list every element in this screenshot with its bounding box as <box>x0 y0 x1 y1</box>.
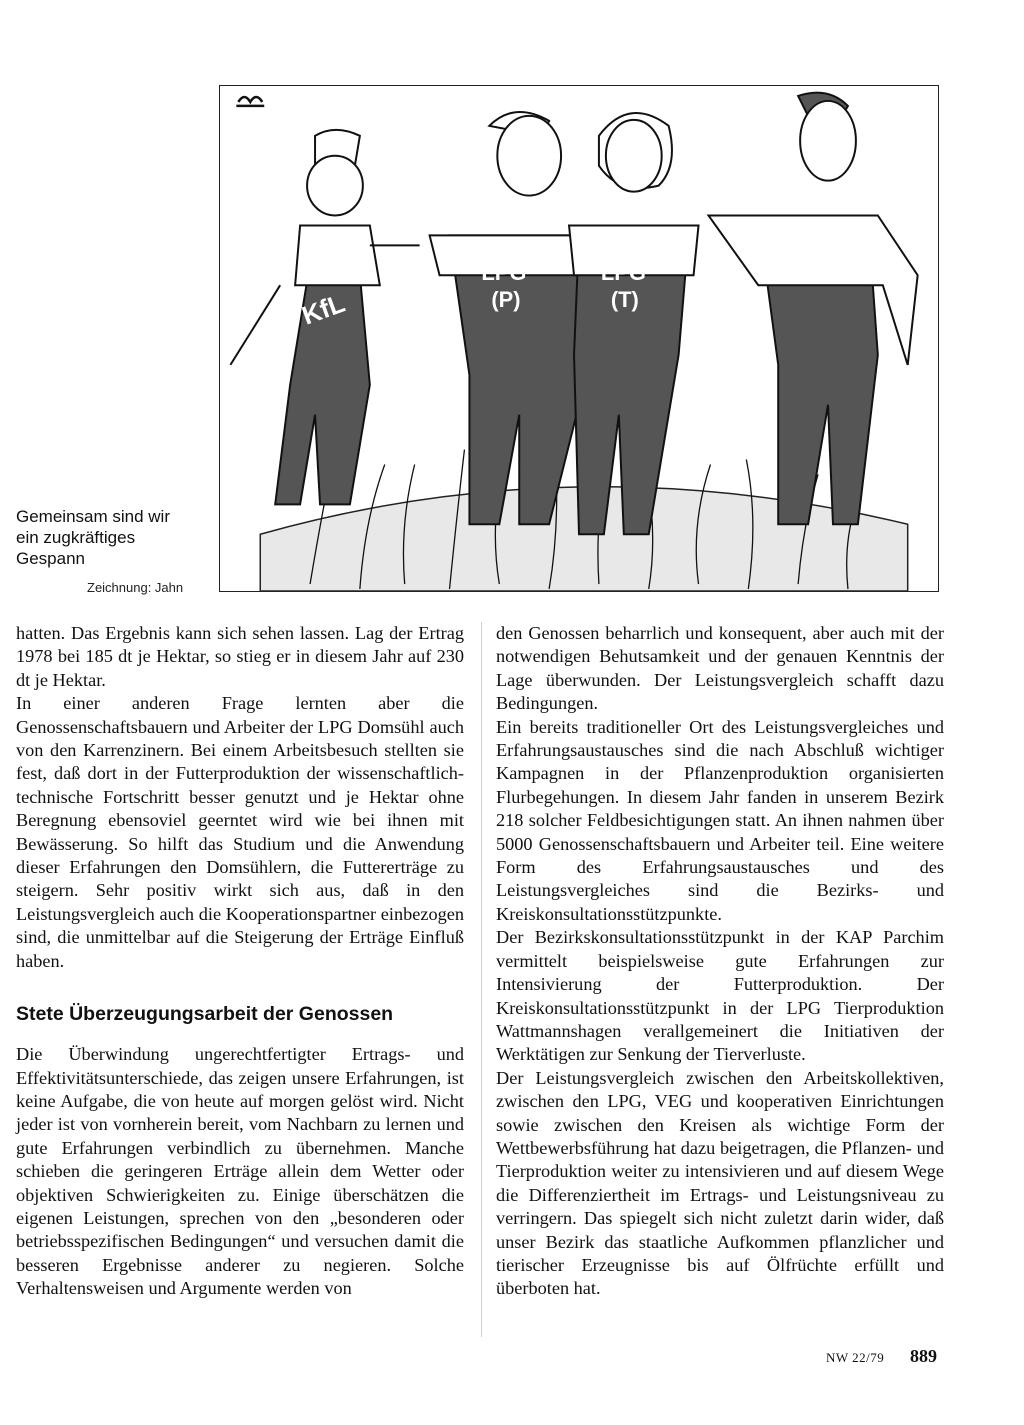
figure-caption-block <box>16 506 216 569</box>
overall-label-acz: ACZ <box>780 240 840 282</box>
figure-acz <box>708 93 917 525</box>
figure-lpg-t <box>569 113 698 534</box>
right-paragraph-4: Der Leistungsvergleich zwischen den Arbeitskollektiven, zwischen den LPG, VEG und kooperativen Einrichtungen sowie zwischen den Kreisen als wichtige Form der Wettbewerbsführung hat dazu beigetragen, die Pflanzen- und Tierproduktion weiter zu intensivieren und auf diesem Wege die Differenziertheit im Ertrags- und Leistungsniveau zu verringern. Das spiegelt sich nicht zuletzt darin wider, daß unser Bezirk das staatliche Aufkommen pflanzlicher und tierischer Erzeugnisse bis auf Ölfrüchte erfüllt und überboten hat. <box>496 1067 944 1299</box>
section-heading: Stete Überzeugungsarbeit der Genossen <box>16 1003 394 1026</box>
left-column <box>16 622 464 1301</box>
cartoon-drawing <box>220 86 938 591</box>
right-paragraph-1: den Genossen beharrlich und konsequent, aber auch mit der notwendigen Behutsamkeit und der genauen Kenntnis der Lage überwunden. Der Leistungsvergleich schafft dazu Bedingungen. <box>496 623 944 714</box>
figure-caption: Gemeinsam sind wir ein zugkräftiges Gespann <box>16 507 170 568</box>
overall-label-lpg-p-line1: LPG <box>481 260 527 286</box>
left-paragraph-3: Die Überwindung ungerechtfertigter Ertrags- und Effektivitätsunterschiede, das zeigen unsere Erfahrungen, ist keine Aufgabe, die von heute auf morgen gelöst wird. Nicht jeder ist von vornherein bereit, vom Nachbarn zu lernen und gute Erfahrungen verbindlich zu übernehmen. Manche schieben die geringeren Erträge allein dem Wetter oder objektiven Schwierigkeiten zu. Einige überschätzen die eigenen Leistungen, sprechen von den „besonderen oder betriebsspezifischen Bedingungen“ und versuchen damit die besseren Ergebnisse anderer zu negieren. Solche Verhaltensweisen und Argumente werden von <box>16 1044 464 1299</box>
column-divider <box>481 622 482 1337</box>
overall-label-lpg-t-line1: LPG <box>600 260 646 286</box>
left-paragraph-2: In einer anderen Frage lernten aber die Genossenschaftsbauern und Arbeiter der LPG Domsühl auch von den Karrenzinern. Bei einem Arbeitsbesuch stellten sie fest, daß dort in der Futterproduktion der wissenschaftlich-technische Fortschritt besser genutzt und je Hektar ohne Beregnung ebensoviel geerntet wird wie bei ihnen mit Bewässerung. So hilft das Studium und die Anwendung dieser Erfahrungen den Domsühlern, die Futtererträge zu steigern. Sehr positiv wirkt sich aus, daß in den Leistungsvergleich auch die Kooperationspartner einbezogen sind, die unmittelbar auf die Steigerung der Erträge Einfluß haben. <box>16 693 464 971</box>
overall-label-kfl: KfL <box>298 289 349 331</box>
overall-label-lpg-t-line2: (T) <box>610 287 639 313</box>
page-number: 889 <box>910 1346 937 1366</box>
figure-credit: Zeichnung: Jahn <box>87 580 184 595</box>
artist-signature <box>236 97 264 106</box>
left-paragraph-1: hatten. Das Ergebnis kann sich sehen lassen. Lag der Ertrag 1978 bei 185 dt je Hektar, so stieg er in diesem Jahr auf 230 dt je Hektar. <box>16 623 464 690</box>
right-paragraph-2: Ein bereits traditioneller Ort des Leistungsvergleiches und Erfahrungsaustausches sind die nach Abschluß wichtiger Kampagnen in der Pflanzenproduktion organisierten Flurbegehungen. In diesem Jahr fanden in unserem Bezirk 218 solcher Feldbesichtigungen statt. An ihnen nahmen über 5000 Genossenschaftsbauern und Arbeiter teil. Eine weitere Form des Erfahrungsaustausches und des Leistungsvergleiches sind die Bezirks- und Kreiskonsultationsstützpunkte. <box>496 716 944 924</box>
right-paragraph-3: Der Bezirkskonsultationsstützpunkt in der KAP Parchim vermittelt beispielsweise gute Erfahrungen zur Intensivierung der Futterproduktion. Der Kreiskonsultationsstützpunkt in der LPG Tierproduktion Wattmannshagen verallgemeinert die Initiativen der Werktätigen zur Senkung der Tierverluste. <box>496 927 944 1065</box>
issue-reference: NW 22/79 <box>826 1350 885 1365</box>
overall-label-lpg-p-line2: (P) <box>491 287 521 313</box>
right-column <box>496 622 944 1301</box>
cartoon-illustration <box>219 85 939 592</box>
